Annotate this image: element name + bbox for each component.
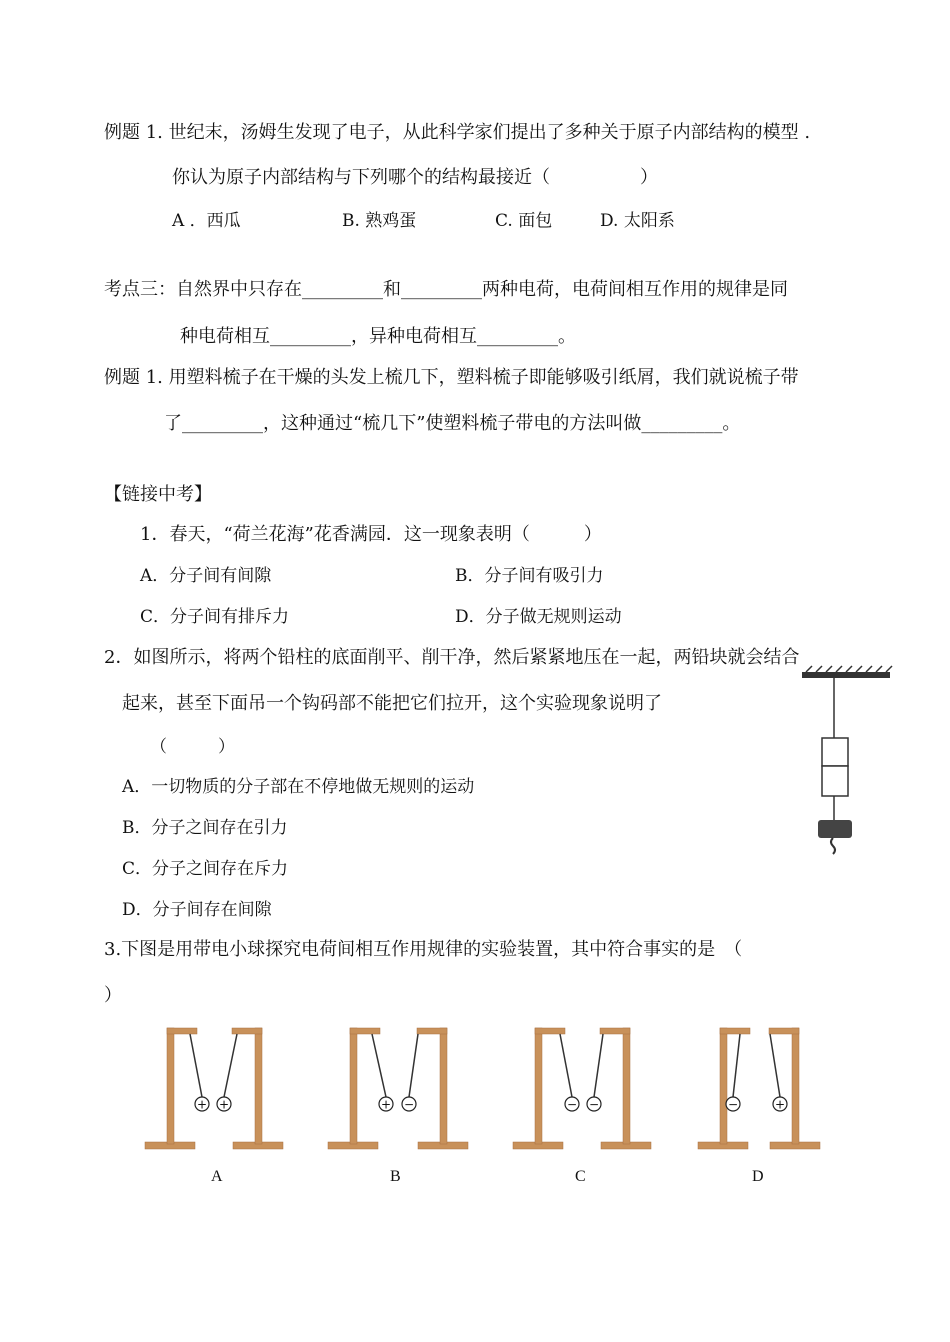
q2-line2: 起来，甚至下面吊一个钩码部不能把它们拉开，这个实验现象说明了 (122, 693, 662, 714)
kaodian3-line2: 种电荷相互_________，异种电荷相互_________。 (180, 326, 576, 347)
example1-option-d: D. 太阳系 (600, 211, 675, 231)
thread-right-c (594, 1034, 603, 1097)
link-exam-heading: 【链接中考】 (104, 484, 212, 505)
q3-line1: 3.下图是用带电小球探究电荷间相互作用规律的实验装置，其中符合事实的是 （ (104, 939, 743, 960)
ceiling-hatch (806, 666, 892, 672)
charge-sign-left-b: + (380, 1097, 392, 1112)
stand-arm-left-c (535, 1028, 565, 1034)
charge-sign-right-b: − (403, 1097, 415, 1112)
q2-line1: 2．如图所示，将两个铅柱的底面削平、削干净，然后紧紧地压在一起，两铅块就会结合 (104, 647, 800, 668)
stand-post-right-a (255, 1028, 262, 1144)
thread-right-a (224, 1034, 237, 1097)
stand-post-left-c (535, 1028, 542, 1144)
q3-line2: ） (104, 985, 122, 1006)
lead-cylinders-figure (800, 668, 900, 858)
example1-option-c: C. 面包 (495, 211, 553, 231)
thread-right-d (770, 1034, 780, 1097)
q1-option-b: B．分子间有吸引力 (455, 566, 604, 586)
charge-sign-right-d: + (774, 1097, 786, 1112)
q2-option-d: D．分子间存在间隙 (122, 900, 272, 920)
thread-left-c (560, 1034, 572, 1097)
stand-arm-right-b (417, 1028, 447, 1034)
stand-arm-left-b (350, 1028, 380, 1034)
example1-model-line1: 例题 1. 世纪末，汤姆生发现了电子，从此科学家们提出了多种关于原子内部结构的模型 . (104, 122, 811, 143)
stand-post-right-c (623, 1028, 630, 1144)
q1-option-a: A．分子间有间隙 (140, 566, 272, 586)
example1-comb-line2: 了_________，这种通过“梳几下”使塑料梳子带电的方法叫做_________。 (164, 413, 741, 434)
q1-option-c: C．分子间有排斥力 (140, 607, 290, 627)
example1-comb-line1: 例题 1. 用塑料梳子在干燥的头发上梳几下，塑料梳子即能够吸引纸屑，我们就说梳子带 (104, 367, 799, 388)
q2-option-b: B．分子之间存在引力 (122, 818, 288, 838)
figure-label-c: C (575, 1168, 586, 1185)
charge-sign-left-a: + (196, 1097, 208, 1112)
thread-left-d (733, 1034, 740, 1097)
stand-post-right-b (440, 1028, 447, 1144)
upper-lead-block (822, 738, 848, 766)
q2-paren: （ ） (150, 737, 235, 757)
stand-arm-right-d (769, 1028, 799, 1034)
figure-label-d: D (752, 1168, 764, 1185)
stand-arm-left-a (167, 1028, 197, 1034)
q1-stem: 1．春天，“荷兰花海”花香满园．这一现象表明（ ） (140, 524, 602, 545)
hook-weight (818, 820, 852, 838)
stand-post-right-d (792, 1028, 799, 1144)
q2-option-c: C．分子之间存在斥力 (122, 859, 289, 879)
stand-arm-right-c (600, 1028, 630, 1034)
ceiling-bar (802, 672, 890, 678)
stand-arm-left-d (720, 1028, 750, 1034)
charge-sign-right-a: + (218, 1097, 230, 1112)
charge-sign-right-c: − (588, 1097, 600, 1112)
charge-sign-left-c: − (566, 1097, 578, 1112)
stand-post-left-b (350, 1028, 357, 1144)
example1-option-a: A ．西瓜 (172, 211, 241, 231)
stand-post-left-d (720, 1028, 727, 1144)
figure-label-b: B (390, 1168, 401, 1185)
q2-option-a: A．一切物质的分子部在不停地做无规则的运动 (122, 777, 475, 797)
charge-sign-left-d: − (727, 1097, 739, 1112)
example1-model-line2: 你认为原子内部结构与下列哪个的结构最接近（ ） (172, 167, 658, 188)
thread-right-b (409, 1034, 418, 1097)
figure-label-a: A (211, 1168, 223, 1185)
example1-option-b: B. 熟鸡蛋 (342, 211, 417, 231)
stand-arm-right-a (232, 1028, 262, 1034)
charged-balls-figure (0, 1020, 950, 1170)
thread-left-a (190, 1034, 202, 1097)
hook-icon (831, 838, 835, 854)
thread-left-b (372, 1034, 386, 1097)
q1-option-d: D．分子做无规则运动 (455, 607, 622, 627)
kaodian3-line1: 考点三：自然界中只存在_________和_________两种电荷，电荷间相互作用的规律是同 (104, 279, 788, 300)
lower-lead-block (822, 766, 848, 796)
stand-post-left-a (167, 1028, 174, 1144)
